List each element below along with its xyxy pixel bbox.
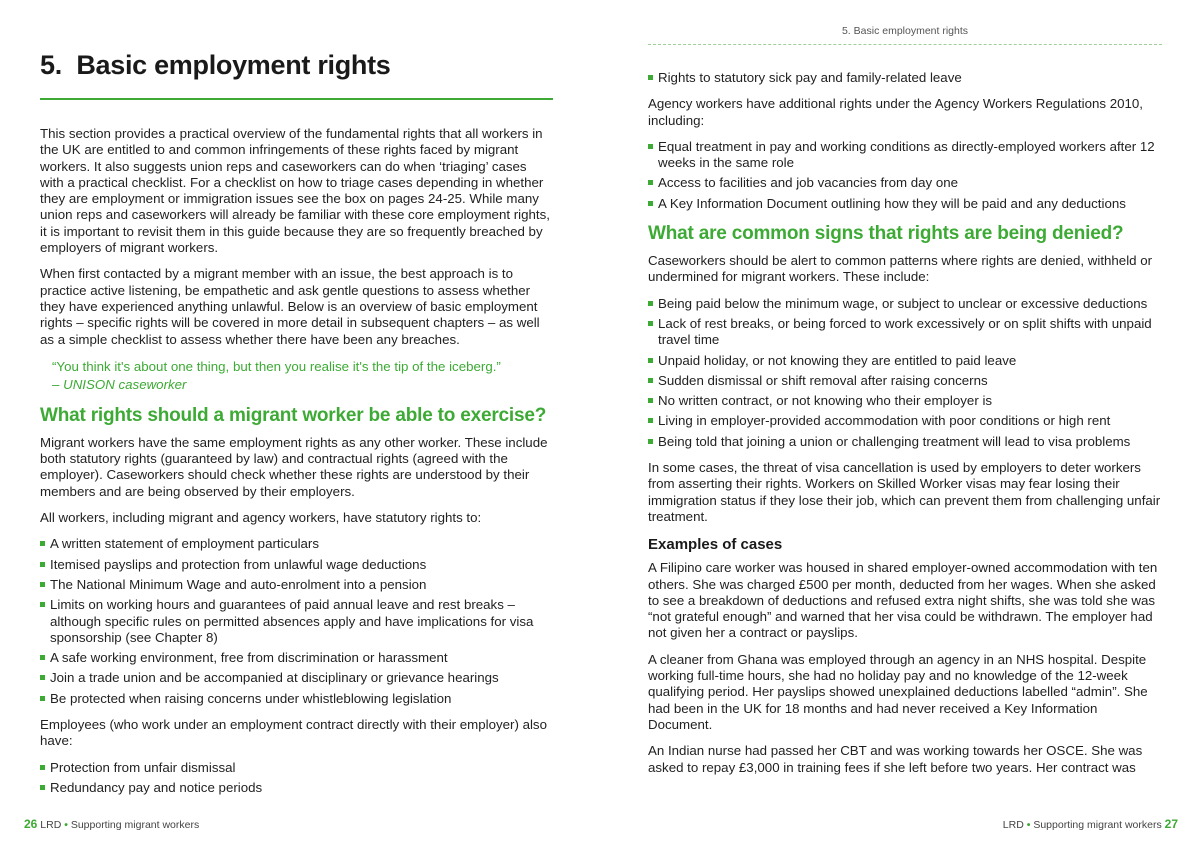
footer-title: Supporting migrant workers	[1033, 819, 1162, 831]
signs-list	[648, 296, 1162, 450]
list-item: Rights to statutory sick pay and family-related leave	[648, 70, 1162, 86]
intro-paragraph: This section provides a practical overview of the fundamental rights that all workers in the UK are entitled to and common infringements of these rights faced by migrant workers. It also suggests union reps and caseworkers can do when ‘triaging’ cases with a practical checklist. For a checklist on how to triage cases depending in whether they are employment or immigration issues see the box on pages 24-25. While many union reps and caseworkers will already be familiar with these core employment rights, it is important to revisit them in this guide because they are so frequently breached by employers of migrant workers.	[40, 126, 550, 256]
list-item: Living in employer-provided accommodation with poor conditions or high rent	[648, 413, 1162, 429]
list-item: Lack of rest breaks, or being forced to work excessively or on split shifts with unpaid travel time	[648, 316, 1162, 349]
agency-rights-list	[648, 139, 1162, 212]
page-number: 26	[24, 817, 38, 831]
example-case: A cleaner from Ghana was employed through an agency in an NHS hospital. Despite working full-time hours, she had no holiday pay and no knowledge of the 12-week qualifying period. Her payslips showed unexplained deductions labelled “admin”. She had been in the UK for 18 months and had never received a Key Information Document.	[648, 651, 1148, 732]
chapter-title-text: Basic employment rights	[76, 50, 391, 80]
list-item: Unpaid holiday, or not knowing they are entitled to paid leave	[648, 353, 1162, 369]
list-item: Being told that joining a union or challenging treatment will lead to visa problems	[648, 434, 1162, 450]
list-item: Join a trade union and be accompanied at disciplinary or grievance hearings	[40, 670, 552, 686]
list-item: Equal treatment in pay and working conditions as directly-employed workers after 12 weeks in the same role	[648, 139, 1162, 172]
intro-paragraph: When first contacted by a migrant member with an issue, the best approach is to practice active listening, be empathetic and ask gentle questions to assess whether they have experienced anything unlawful. Below is an overview of basic employment rights – specific rights will be covered in more detail in subsequent chapters – as well as a simple checklist to assess whether there have been any breaches.	[40, 266, 540, 347]
list-item: Limits on working hours and guarantees of paid annual leave and rest breaks – although specific rules on permitted absences apply and have implications for visa sponsorship (see Chapter 8)	[40, 597, 552, 646]
chapter-title-rule	[40, 98, 553, 100]
chapter-title	[40, 50, 391, 81]
chapter-number: 5.	[40, 50, 62, 80]
example-case: A Filipino care worker was housed in shared employer-owned accommodation with ten others. She was charged £500 per month, deducted from her wages. When she asked to see a breakdown of deductions and refused extra night shifts, she was told she was “not grateful enough” and warned that her visa could be withdrawn. The employer had not given her a contract or payslips.	[648, 560, 1158, 641]
list-item: No written contract, or not knowing who their employer is	[648, 393, 1162, 409]
footer-right	[1003, 817, 1178, 831]
right-column	[648, 70, 1162, 786]
footer-org: LRD	[40, 819, 62, 831]
list-item: Being paid below the minimum wage, or subject to unclear or excessive deductions	[648, 296, 1162, 312]
list-item: A safe working environment, free from discrimination or harassment	[40, 650, 552, 666]
list-item: Be protected when raising concerns under whistleblowing legislation	[40, 691, 552, 707]
footer-left	[24, 817, 199, 831]
list-item: A Key Information Document outlining how they will be paid and any deductions	[648, 196, 1162, 212]
left-column	[40, 126, 552, 806]
running-header-rule	[648, 44, 1162, 45]
footer-bullet: •	[64, 819, 68, 831]
section-paragraph: All workers, including migrant and agency workers, have statutory rights to:	[40, 510, 482, 526]
quote-text: “You think it's about one thing, but then you realise it's the tip of the iceberg.”	[52, 358, 501, 374]
signs-intro: Caseworkers should be alert to common patterns where rights are denied, withheld or undermined for migrant workers. These include:	[648, 253, 1153, 285]
list-item: Sudden dismissal or shift removal after raising concerns	[648, 373, 1162, 389]
pull-quote	[52, 358, 552, 394]
employees-intro: Employees (who work under an employment contract directly with their employer) also have:	[40, 717, 547, 749]
example-case: An Indian nurse had passed her CBT and was working towards her OSCE. She was asked to repay £3,000 in training fees if she left before two years. Her contract was	[648, 743, 1143, 775]
list-item: Itemised payslips and protection from unlawful wage deductions	[40, 557, 552, 573]
list-item: Protection from unfair dismissal	[40, 760, 552, 776]
quote-author: – UNISON caseworker	[52, 376, 187, 392]
footer-org: LRD	[1002, 819, 1024, 831]
list-item: A written statement of employment particulars	[40, 536, 552, 552]
page-number: 27	[1164, 817, 1178, 831]
employee-rights-list	[40, 760, 552, 797]
section-heading-signs: What are common signs that rights are being denied?	[648, 223, 1124, 245]
examples-heading: Examples of cases	[648, 536, 783, 554]
section-paragraph: Migrant workers have the same employment rights as any other worker. These include both statutory rights (guaranteed by law) and contractual rights (agreed with the employer). Caseworkers should check whether these rights are understood by their members and are being observed by their employers.	[40, 434, 548, 499]
statutory-rights-list	[40, 536, 552, 707]
right-page	[600, 0, 1200, 852]
footer-title: Supporting migrant workers	[70, 819, 200, 831]
agency-intro: Agency workers have additional rights under the Agency Workers Regulations 2010, including:	[648, 96, 1143, 128]
running-header: 5. Basic employment rights	[841, 25, 969, 37]
visa-paragraph: In some cases, the threat of visa cancellation is used by employers to deter workers from asserting their rights. Workers on Skilled Worker visas may fear losing their immigration status if they lose their job, which can prevent them from challenging unfair treatment.	[648, 460, 1161, 524]
list-item: The National Minimum Wage and auto-enrolment into a pension	[40, 577, 552, 593]
list-item: Access to facilities and job vacancies from day one	[648, 175, 1162, 191]
continued-rights-list	[648, 70, 1162, 86]
section-heading-rights: What rights should a migrant worker be able to exercise?	[40, 404, 547, 426]
list-item: Redundancy pay and notice periods	[40, 780, 552, 796]
footer-bullet: •	[1026, 819, 1031, 831]
